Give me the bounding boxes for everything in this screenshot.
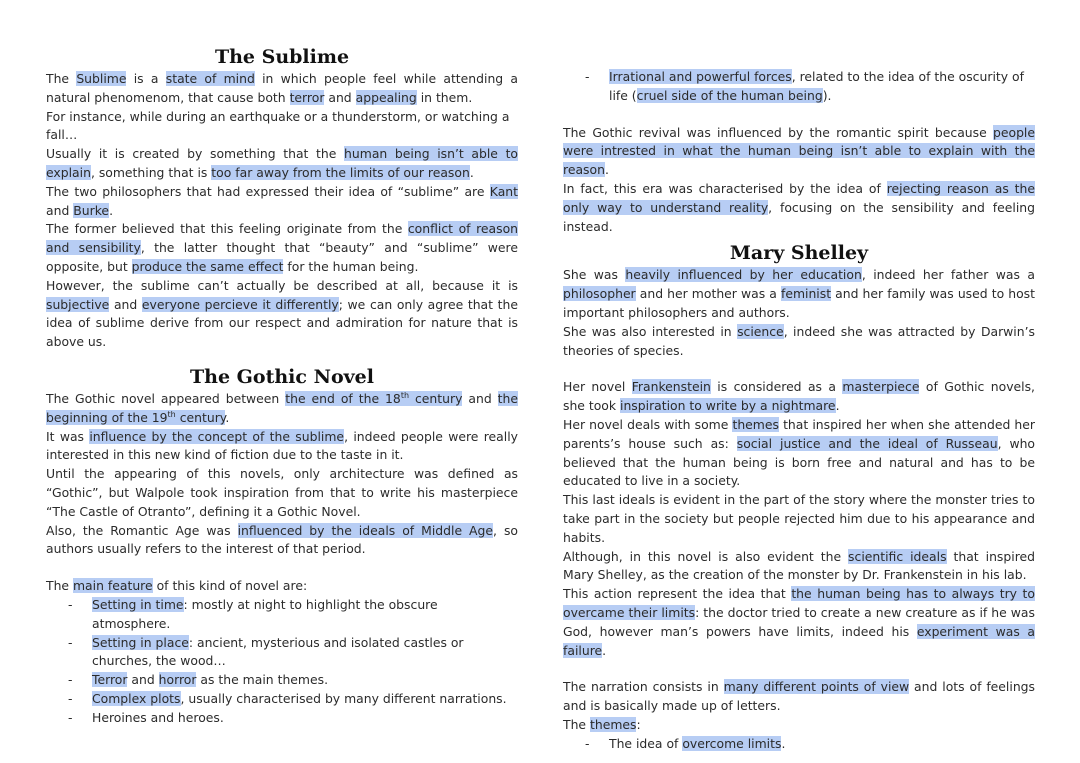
shelley-paragraph-6: Although, in this novel is also evident the scientific ideals that inspired Mary Shelley, as the creation of the monster by Dr. Frankenstein in his lab. bbox=[563, 548, 1035, 583]
shelley-paragraph-8: The narration consists in many different points of view and lots of feelings and is basically made up of letters. bbox=[563, 679, 1035, 714]
list-item: - Irrational and powerful forces, related to the idea of the oscurity of life (cruel side of the human being). bbox=[563, 68, 1035, 106]
section-title-mary-shelley: Mary Shelley bbox=[729, 242, 869, 265]
list-item: - Heroines and heroes. bbox=[46, 709, 518, 728]
gothic-paragraph-1: The Gothic novel appeared between the end of the 18th century and the beginning of the 19th century. bbox=[46, 390, 518, 425]
sublime-paragraph-6: However, the sublime can’t actually be described at all, because it is subjective and everyone percieve it differently; we can only agree that the idea of sublime derive from our respect and admiration for nature that is above us. bbox=[46, 277, 518, 350]
gothic-paragraph-4: Also, the Romantic Age was influenced by the ideals of Middle Age, so authors usually refers to the interest of that period. bbox=[46, 522, 518, 557]
list-item: - Terror and horror as the main themes. bbox=[46, 671, 518, 690]
gothic-feature-list bbox=[46, 596, 518, 728]
shelley-themes-list bbox=[563, 735, 1035, 754]
shelley-paragraph-9: The themes: bbox=[563, 716, 641, 732]
sublime-paragraph-1: The Sublime is a state of mind in which people feel while attending a natural phenomenom, that cause both terror and appealing in them. bbox=[46, 71, 519, 105]
sublime-paragraph-5: The former believed that this feeling originate from the conflict of reason and sensibility, the latter thought that “beauty” and “sublime” were opposite, but produce the same effect for the human being. bbox=[46, 221, 519, 274]
revival-paragraph-2: In fact, this era was characterised by the idea of rejecting reason as the only way to understand reality, focusing on the sensibility and feeling instead. bbox=[563, 180, 1035, 234]
shelley-paragraph-5: This last ideals is evident in the part of the story where the monster tries to take part in the society but people rejected him due to his appearance and habits. bbox=[563, 492, 1035, 545]
gothic-paragraph-2: It was influence by the concept of the sublime, indeed people were really interested in this new kind of fiction due to the taste in it. bbox=[46, 428, 518, 463]
sublime-paragraph-3: Usually it is created by something that the human being isn’t able to explain, something that is too far away from the limits of our reason. bbox=[46, 146, 519, 180]
shelley-paragraph-4: Her novel deals with some themes that inspired her when she attended her parents’s house such as: social justice and the ideal of Russeau, who believed that the human being is born free and natural and has to be educated to live in a society. bbox=[563, 416, 1036, 489]
gothic-paragraph-3: Until the appearing of this novels, only architecture was defined as “Gothic”, but Walpole took inspiration from that to write his masterpiece “The Castle of Otranto”, defining it a Gothic Novel. bbox=[46, 466, 518, 519]
shelley-paragraph-3: Her novel Frankenstein is considered as a masterpiece of Gothic novels, she took inspiration to write by a nightmare. bbox=[563, 379, 1035, 414]
gothic-paragraph-5: The main feature of this kind of novel are: bbox=[46, 578, 308, 594]
section-title-gothic-novel: The Gothic Novel bbox=[190, 365, 374, 388]
sublime-paragraph-4: The two philosophers that had expressed their idea of “sublime” are Kant and Burke. bbox=[46, 183, 518, 218]
list-item: - Complex plots, usually characterised by many different narrations. bbox=[46, 690, 518, 709]
gothic-feature-list-continued bbox=[563, 68, 1035, 106]
list-item: - The idea of overcome limits. bbox=[563, 735, 1035, 754]
shelley-paragraph-1: She was heavily influenced by her education, indeed her father was a philosopher and her mother was a feminist and her family was used to host important philosophers and authors. bbox=[563, 267, 1035, 320]
revival-paragraph-1: The Gothic revival was influenced by the romantic spirit because people were intrested in what the human being isn’t able to explain with the reason. bbox=[563, 124, 1035, 178]
sublime-paragraph-2: For instance, while during an earthquake or a thunderstorm, or watching a fall… bbox=[46, 108, 510, 143]
right-column bbox=[563, 68, 1035, 754]
left-column bbox=[46, 44, 518, 728]
section-title-sublime: The Sublime bbox=[214, 46, 350, 68]
shelley-paragraph-2: She was also interested in science, indeed she was attracted by Darwin’s theories of species. bbox=[563, 323, 1035, 358]
shelley-paragraph-7: This action represent the idea that the human being has to always try to overcame their limits: the doctor tried to create a new creature as if he was God, however man’s powers have limits, indeed his experiment was a failure. bbox=[563, 586, 1035, 658]
list-item: - Setting in time: mostly at night to highlight the obscure atmosphere. bbox=[46, 596, 518, 634]
list-item: - Setting in place: ancient, mysterious and isolated castles or churches, the wood… bbox=[46, 634, 518, 672]
